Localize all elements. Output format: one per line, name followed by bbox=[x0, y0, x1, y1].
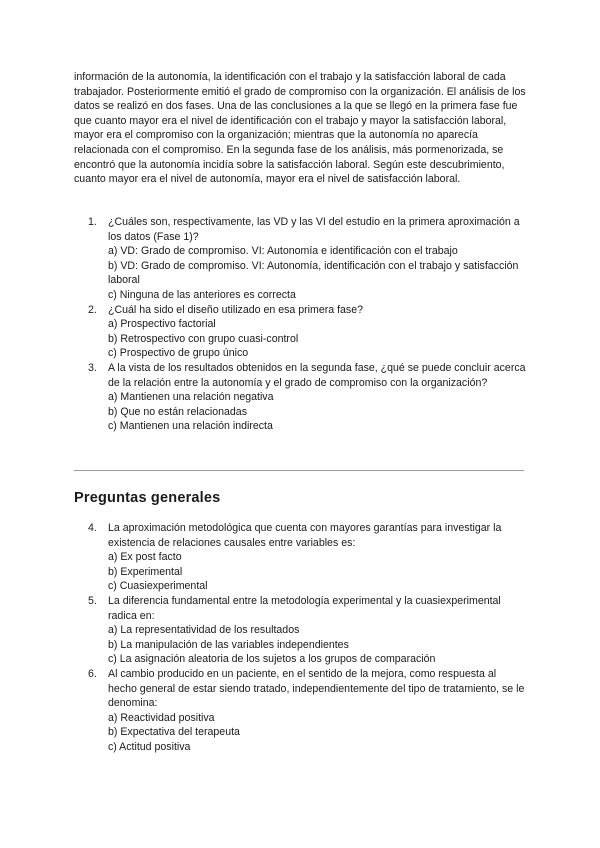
question-number: 2. bbox=[88, 303, 97, 316]
answer-option: a) Mantienen una relación negativa bbox=[108, 391, 274, 404]
question-number: 6. bbox=[88, 667, 97, 680]
answer-option: c) Prospectivo de grupo único bbox=[108, 347, 249, 360]
answer-option: a) Reactividad positiva bbox=[108, 711, 215, 724]
section-title: Preguntas generales bbox=[74, 490, 221, 506]
answer-option: b) Retrospectivo con grupo cuasi-control bbox=[108, 332, 299, 345]
question-number: 4. bbox=[88, 522, 97, 534]
section-divider bbox=[74, 470, 524, 471]
answer-option: b) Que no están relacionadas bbox=[108, 405, 247, 418]
question-number: 5. bbox=[88, 594, 97, 607]
answer-option: b) Experimental bbox=[108, 565, 183, 578]
question-list-part1 bbox=[74, 215, 526, 434]
question-item bbox=[74, 667, 526, 755]
question-item bbox=[74, 303, 526, 361]
answer-option: c) Mantienen una relación indirecta bbox=[108, 420, 273, 433]
answer-option: a) Prospectivo factorial bbox=[108, 318, 216, 331]
question-item bbox=[74, 594, 526, 667]
question-text: La diferencia fundamental entre la metodología experimental y la cuasiexperimental radica en: bbox=[108, 594, 501, 622]
answer-option: c) Actitud positiva bbox=[108, 740, 191, 753]
question-text: A la vista de los resultados obtenidos en la segunda fase, ¿qué se puede concluir acerca de la relación entre la autonomía y el grado de compromiso con la organización? bbox=[108, 361, 526, 389]
answer-option: b) Expectativa del terapeuta bbox=[108, 726, 240, 739]
question-text: ¿Cuáles son, respectivamente, las VD y las VI del estudio en la primera aproximación a los datos (Fase 1)? bbox=[108, 216, 520, 243]
question-number: 3. bbox=[88, 361, 97, 374]
question-list-general bbox=[74, 521, 526, 755]
question-text: La aproximación metodológica que cuenta con mayores garantías para investigar la existencia de relaciones causales entre variables es: bbox=[108, 522, 502, 549]
answer-option: a) La representatividad de los resultados bbox=[108, 624, 300, 637]
question-text: Al cambio producido en un paciente, en el sentido de la mejora, como respuesta al hecho general de estar siendo tratado, independientemente del tipo de tratamiento, se le denomina: bbox=[108, 667, 525, 710]
question-item bbox=[74, 521, 526, 594]
answer-option: c) Ninguna de las anteriores es correcta bbox=[108, 288, 296, 301]
answer-option: b) La manipulación de las variables independientes bbox=[108, 638, 349, 651]
question-number: 1. bbox=[88, 216, 97, 228]
answer-option: b) VD: Grado de compromiso. VI: Autonomía, identificación con el trabajo y satisfacción laboral bbox=[108, 259, 519, 287]
intro-paragraph: información de la autonomía, la identificación con el trabajo y la satisfacción laboral de cada trabajador. Posteriormente emitió el grado de compromiso con la organización. El análisis de los datos se realizó en dos fases. Una de las conclusiones a la que se llegó en la primera fase fue que cuanto mayor era el nivel de identificación con el trabajo y mayor la satisfacción laboral, mayor era el compromiso con la organización; mientras que la autonomía no aparecía relacionada con el compromiso. En la segunda fase de los análisis, más pormenorizada, se encontró que la autonomía incidía sobre la satisfacción laboral. Según este descubrimiento, cuanto mayor era el nivel de autonomía, mayor era el nivel de satisfacción laboral. bbox=[74, 71, 526, 186]
answer-option: c) La asignación aleatoria de los sujetos a los grupos de comparación bbox=[108, 653, 436, 666]
answer-option: a) Ex post facto bbox=[108, 551, 182, 564]
question-item bbox=[74, 361, 526, 434]
answer-option: a) VD: Grado de compromiso. VI: Autonomía e identificación con el trabajo bbox=[108, 245, 458, 258]
question-text: ¿Cuál ha sido el diseño utilizado en esa primera fase? bbox=[108, 303, 363, 316]
question-item bbox=[74, 215, 526, 303]
answer-option: c) Cuasiexperimental bbox=[108, 580, 208, 593]
